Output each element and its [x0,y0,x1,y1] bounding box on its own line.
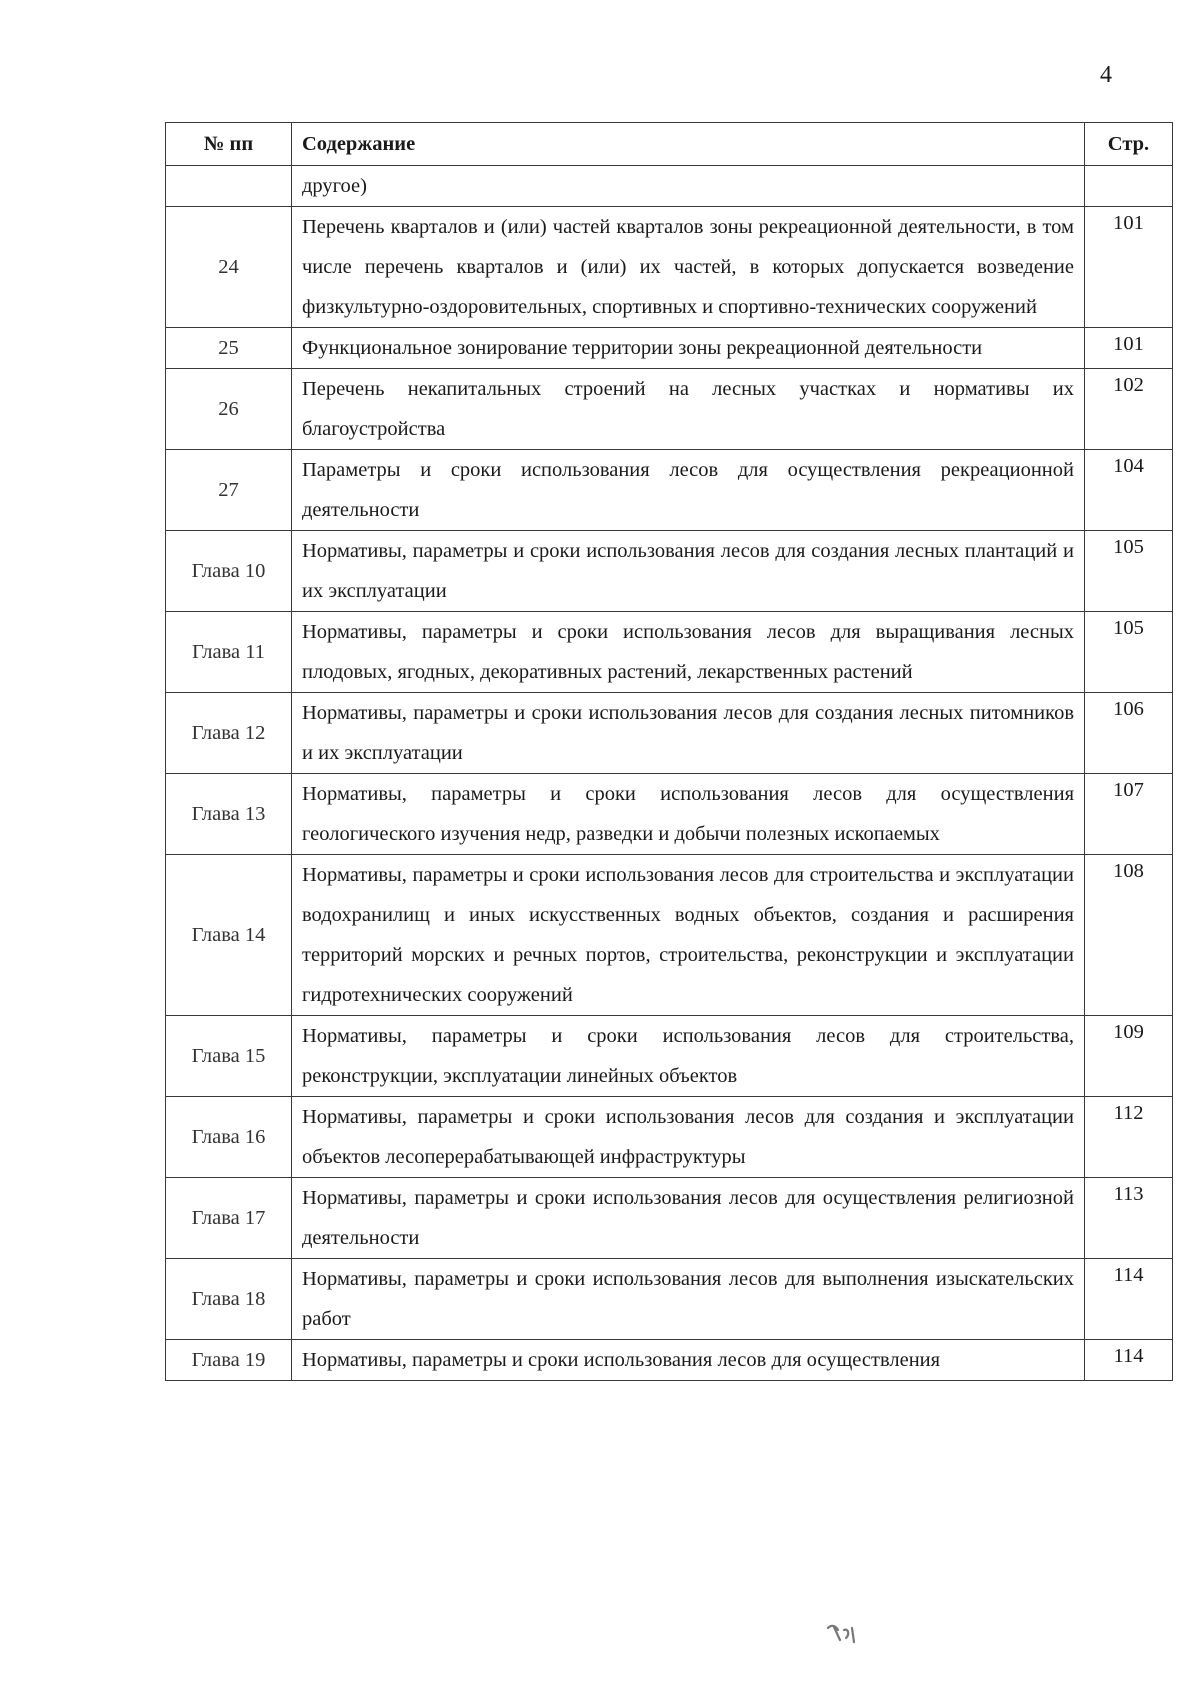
table-row [166,855,1173,1016]
row-number: Глава 13 [166,774,292,855]
row-page: 107 [1085,774,1173,855]
row-content: Нормативы, параметры и сроки использования лесов для создания лесных плантаций и их эксплуатации [292,531,1085,612]
table-row [166,693,1173,774]
table-row [166,1178,1173,1259]
row-page: 114 [1085,1340,1173,1381]
table-row [166,1340,1173,1381]
row-content: Перечень кварталов и (или) частей кварталов зоны рекреационной деятельности, в том числе перечень кварталов и (или) их частей, в которых допускается возведение физкультурно-оздоровительных, спортивных и спортивно-технических сооружений [292,207,1085,328]
header-page: Стр. [1085,123,1173,166]
row-content: Параметры и сроки использования лесов для осуществления рекреационной деятельности [292,450,1085,531]
row-number: Глава 16 [166,1097,292,1178]
table-row [166,1016,1173,1097]
row-content: Нормативы, параметры и сроки использования лесов для создания лесных питомников и их эксплуатации [292,693,1085,774]
row-content: другое) [292,166,1085,207]
row-content: Нормативы, параметры и сроки использования лесов для выполнения изыскательских работ [292,1259,1085,1340]
row-content: Нормативы, параметры и сроки использования лесов для выращивания лесных плодовых, ягодных, декоративных растений, лекарственных растений [292,612,1085,693]
row-page: 101 [1085,207,1173,328]
row-page: 105 [1085,612,1173,693]
row-content: Перечень некапитальных строений на лесных участках и нормативы их благоустройства [292,369,1085,450]
row-page [1085,166,1173,207]
row-number: 24 [166,207,292,328]
row-number: Глава 10 [166,531,292,612]
row-number: Глава 11 [166,612,292,693]
row-content: Функциональное зонирование территории зоны рекреационной деятельности [292,328,1085,369]
table-header-row [166,123,1173,166]
table-row [166,328,1173,369]
contents-table [165,122,1173,1381]
row-page: 101 [1085,328,1173,369]
row-content: Нормативы, параметры и сроки использования лесов для осуществления [292,1340,1085,1381]
row-number: Глава 17 [166,1178,292,1259]
row-number: 25 [166,328,292,369]
header-content: Содержание [292,123,1085,166]
row-page: 105 [1085,531,1173,612]
table-row [166,450,1173,531]
row-number [166,166,292,207]
table-row [166,612,1173,693]
table-row [166,774,1173,855]
row-content: Нормативы, параметры и сроки использования лесов для осуществления геологического изучения недр, разведки и добычи полезных ископаемых [292,774,1085,855]
page-number: 4 [1100,62,1112,88]
header-number: № пп [166,123,292,166]
table-row [166,1097,1173,1178]
row-content: Нормативы, параметры и сроки использования лесов для строительства, реконструкции, эксплуатации линейных объектов [292,1016,1085,1097]
table-row [166,207,1173,328]
row-number: Глава 18 [166,1259,292,1340]
table-row [166,166,1173,207]
row-number: 27 [166,450,292,531]
row-page: 114 [1085,1259,1173,1340]
row-content: Нормативы, параметры и сроки использования лесов для строительства и эксплуатации водохранилищ и иных искусственных водных объектов, создания и расширения территорий морских и речных портов, строительства, реконструкции и эксплуатации гидротехнических сооружений [292,855,1085,1016]
table-row [166,531,1173,612]
row-page: 106 [1085,693,1173,774]
row-number: Глава 12 [166,693,292,774]
row-number: 26 [166,369,292,450]
row-number: Глава 15 [166,1016,292,1097]
row-page: 112 [1085,1097,1173,1178]
table-row [166,1259,1173,1340]
row-number: Глава 19 [166,1340,292,1381]
handwritten-mark-icon [824,1620,864,1650]
row-content: Нормативы, параметры и сроки использования лесов для осуществления религиозной деятельности [292,1178,1085,1259]
row-page: 108 [1085,855,1173,1016]
row-number: Глава 14 [166,855,292,1016]
row-page: 104 [1085,450,1173,531]
row-page: 102 [1085,369,1173,450]
table-row [166,369,1173,450]
row-page: 109 [1085,1016,1173,1097]
row-content: Нормативы, параметры и сроки использования лесов для создания и эксплуатации объектов лесоперерабатывающей инфраструктуры [292,1097,1085,1178]
row-page: 113 [1085,1178,1173,1259]
